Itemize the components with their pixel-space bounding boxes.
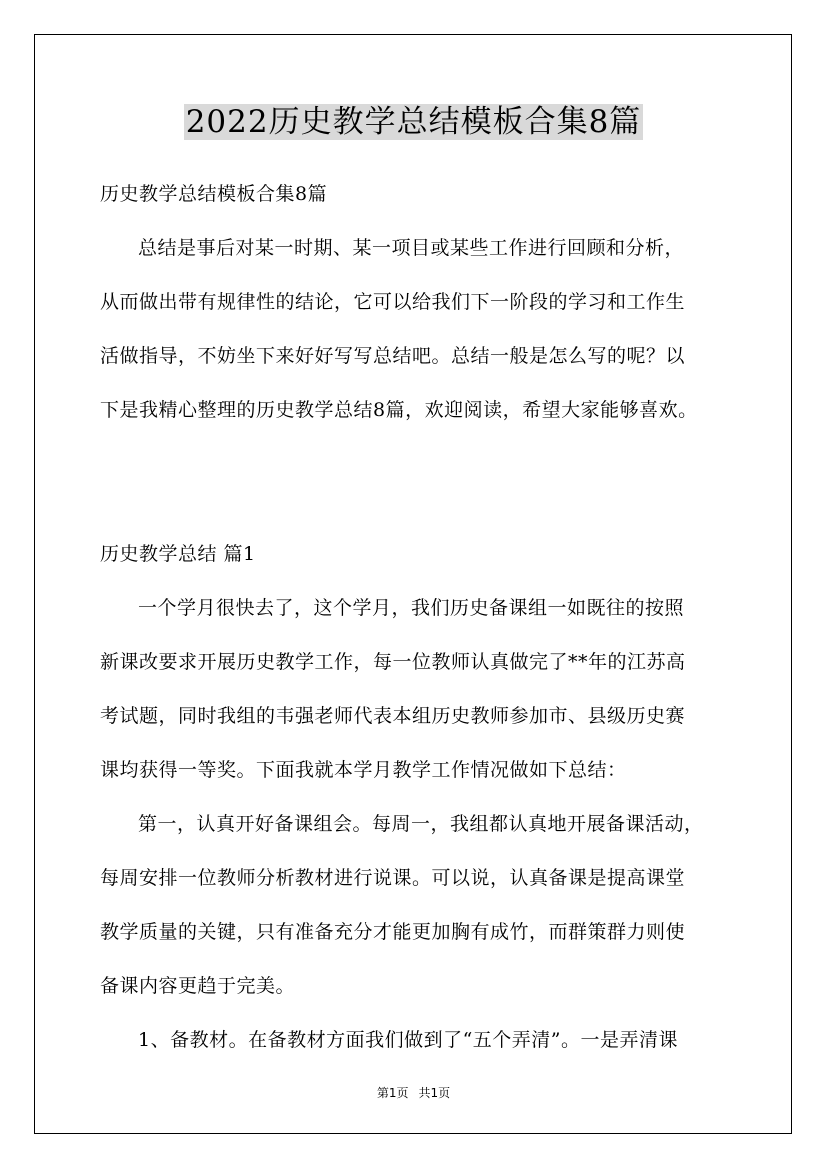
document-subtitle: 历史教学总结模板合集8篇: [100, 183, 328, 205]
section-1-line-4: 课均获得一等奖。下面我就本学月教学工作情况做如下总结：: [100, 759, 627, 781]
intro-line-2: 从而做出带有规律性的结论，它可以给我们下一阶段的学习和工作生: [100, 291, 686, 313]
section-1-line-6: 每周安排一位教师分析教材进行说课。可以说，认真备课是提高课堂: [100, 867, 686, 889]
intro-line-4: 下是我精心整理的历史教学总结8篇，欢迎阅读，希望大家能够喜欢。: [100, 399, 698, 421]
intro-paragraph: [100, 230, 740, 428]
section-1-line-8: 备课内容更趋于完美。: [100, 975, 296, 997]
section-1-line-9: 1、备教材。在备教材方面我们做到了“五个弄清”。一是弄清课: [138, 1029, 679, 1051]
section-gap: [100, 446, 740, 536]
section-1-line-3: 考试题，同时我组的韦强老师代表本组历史教师参加市、县级历史赛: [100, 705, 686, 727]
document-body: [100, 176, 740, 1076]
section-1-heading: 历史教学总结 篇1: [100, 543, 256, 565]
page-number-total: 共1页: [418, 1086, 451, 1100]
page-number-current: 第1页: [376, 1086, 409, 1100]
document-title-text: 2022历史教学总结模板合集8篇: [185, 104, 642, 140]
section-1-line-2: 新课改要求开展历史教学工作，每一位教师认真做完了**年的江苏高: [100, 651, 686, 673]
intro-line-1: 总结是事后对某一时期、某一项目或某些工作进行回顾和分析，: [138, 237, 685, 259]
document-title: [0, 100, 827, 144]
section-1-line-5: 第一，认真开好备课组会。每周一，我组都认真地开展备课活动，: [138, 813, 704, 835]
intro-line-3: 活做指导，不妨坐下来好好写写总结吧。总结一般是怎么写的呢？以: [100, 345, 686, 367]
page-footer: [0, 1085, 827, 1101]
section-1-line-7: 教学质量的关键，只有准备充分才能更加胸有成竹，而群策群力则使: [100, 921, 686, 943]
section-1-line-1: 一个学月很快去了，这个学月，我们历史备课组一如既往的按照: [138, 597, 685, 619]
section-1-body: [100, 590, 740, 1058]
